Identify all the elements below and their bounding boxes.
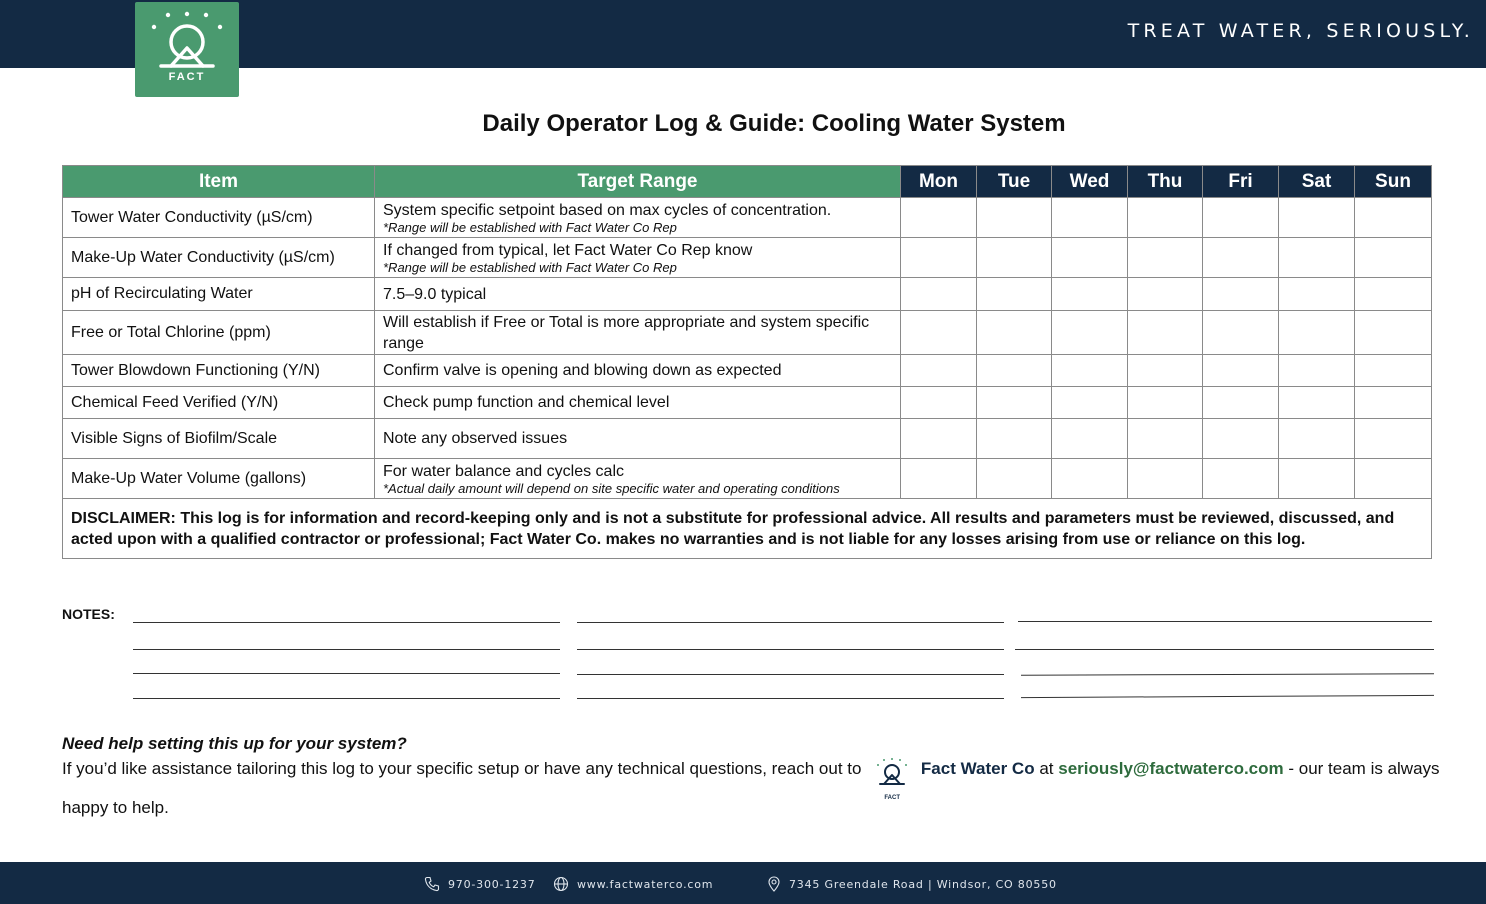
footer-website-text[interactable]: www.factwaterco.com xyxy=(577,877,714,891)
column-header-sat: Sat xyxy=(1279,166,1355,198)
day-cell[interactable] xyxy=(977,198,1052,238)
day-cell[interactable] xyxy=(1355,355,1432,387)
day-cell[interactable] xyxy=(977,278,1052,311)
day-cell[interactable] xyxy=(901,278,977,311)
day-cell[interactable] xyxy=(1279,419,1355,459)
note-line[interactable] xyxy=(577,649,1004,650)
day-cell[interactable] xyxy=(1203,198,1279,238)
day-cell[interactable] xyxy=(1128,278,1203,311)
help-text-before: If you’d like assistance tailoring this log to your specific setup or have any technical questions, reach out to xyxy=(62,759,862,778)
day-cell[interactable] xyxy=(1128,198,1203,238)
day-cell[interactable] xyxy=(977,419,1052,459)
table-row xyxy=(63,419,1432,459)
day-cell[interactable] xyxy=(1279,311,1355,355)
column-header-item: Item xyxy=(63,166,375,198)
day-cell[interactable] xyxy=(1203,278,1279,311)
location-pin-icon xyxy=(767,876,781,892)
day-cell[interactable] xyxy=(1052,198,1128,238)
day-cell[interactable] xyxy=(1203,311,1279,355)
note-line[interactable] xyxy=(1021,695,1434,698)
day-cell[interactable] xyxy=(901,238,977,278)
disclaimer-row xyxy=(63,499,1432,559)
day-cell[interactable] xyxy=(977,311,1052,355)
disclaimer: DISCLAIMER: This log is for information and record-keeping only and is not a substitute for professional advice. All results and parameters must be reviewed, discussed, and acted upon with a qualified contractor or professional; Fact Water Co. makes no warranties and is not liable for any losses arising from use or reliance on this log. xyxy=(63,499,1432,559)
footer-phone xyxy=(424,876,536,892)
day-cell[interactable] xyxy=(977,355,1052,387)
row-target-range xyxy=(375,198,901,238)
day-cell[interactable] xyxy=(1203,238,1279,278)
brand-name: Fact Water Co xyxy=(920,759,1035,778)
row-item: Free or Total Chlorine (ppm) xyxy=(63,311,375,355)
day-cell[interactable] xyxy=(1052,355,1128,387)
day-cell[interactable] xyxy=(901,419,977,459)
footer-website xyxy=(553,876,713,892)
note-line[interactable] xyxy=(1021,673,1434,675)
table-header-row xyxy=(63,166,1432,198)
row-target-range xyxy=(375,238,901,278)
day-cell[interactable] xyxy=(1052,459,1128,499)
footer-address xyxy=(767,876,1057,892)
note-line[interactable] xyxy=(133,649,560,650)
table-row xyxy=(63,387,1432,419)
day-cell[interactable] xyxy=(1279,355,1355,387)
day-cell[interactable] xyxy=(1203,419,1279,459)
note-line[interactable] xyxy=(577,698,1004,699)
day-cell[interactable] xyxy=(1203,459,1279,499)
day-cell[interactable] xyxy=(977,238,1052,278)
table-row xyxy=(63,278,1432,311)
row-item: Tower Water Conductivity (µS/cm) xyxy=(63,198,375,238)
row-item: Make-Up Water Conductivity (µS/cm) xyxy=(63,238,375,278)
day-cell[interactable] xyxy=(1355,278,1432,311)
help-text-after: - our team is always happy to help. xyxy=(62,759,1440,817)
day-cell[interactable] xyxy=(1355,198,1432,238)
note-line[interactable] xyxy=(577,674,1004,675)
row-item: Tower Blowdown Functioning (Y/N) xyxy=(63,355,375,387)
note-line[interactable] xyxy=(133,622,560,623)
logo-word: FACT xyxy=(168,71,206,83)
day-cell[interactable] xyxy=(1279,459,1355,499)
day-cell[interactable] xyxy=(901,311,977,355)
phone-icon xyxy=(424,876,440,892)
column-header-target-range: Target Range xyxy=(375,166,901,198)
day-cell[interactable] xyxy=(1355,311,1432,355)
fact-mini-logo-icon xyxy=(872,756,912,801)
notes-label: NOTES: xyxy=(62,606,115,622)
column-header-thu: Thu xyxy=(1128,166,1203,198)
row-item: Visible Signs of Biofilm/Scale xyxy=(63,419,375,459)
day-cell[interactable] xyxy=(1128,238,1203,278)
day-cell[interactable] xyxy=(1279,278,1355,311)
day-cell[interactable] xyxy=(1355,459,1432,499)
row-item: Make-Up Water Volume (gallons) xyxy=(63,459,375,499)
day-cell[interactable] xyxy=(1128,419,1203,459)
day-cell[interactable] xyxy=(1052,238,1128,278)
column-header-wed: Wed xyxy=(1052,166,1128,198)
range-text: System specific setpoint based on max cycles of concentration. xyxy=(383,202,832,219)
mini-logo-word: FACT xyxy=(884,795,901,801)
day-cell[interactable] xyxy=(1052,311,1128,355)
tagline: TREAT WATER, SERIOUSLY. xyxy=(1127,20,1474,42)
row-target-range: 7.5–9.0 typical xyxy=(375,278,901,311)
day-cell[interactable] xyxy=(1052,419,1128,459)
day-cell[interactable] xyxy=(901,459,977,499)
day-cell[interactable] xyxy=(1355,238,1432,278)
day-cell[interactable] xyxy=(1279,198,1355,238)
footer-address-text: 7345 Greendale Road | Windsor, CO 80550 xyxy=(789,877,1057,891)
fact-logo xyxy=(135,2,239,97)
table-row xyxy=(63,459,1432,499)
day-cell[interactable] xyxy=(977,387,1052,419)
day-cell[interactable] xyxy=(1128,387,1203,419)
day-cell[interactable] xyxy=(1052,278,1128,311)
day-cell[interactable] xyxy=(1052,387,1128,419)
day-cell[interactable] xyxy=(1279,238,1355,278)
note-line[interactable] xyxy=(1018,621,1432,622)
row-target-range: Will establish if Free or Total is more appropriate and system specific range xyxy=(375,311,901,355)
note-line[interactable] xyxy=(133,673,560,674)
footer-band xyxy=(0,862,1486,904)
day-cell[interactable] xyxy=(1128,355,1203,387)
day-cell[interactable] xyxy=(901,387,977,419)
range-note: *Range will be established with Fact Water Co Rep xyxy=(383,260,677,275)
range-text: If changed from typical, let Fact Water Co Rep know xyxy=(383,242,753,259)
column-header-fri: Fri xyxy=(1203,166,1279,198)
column-header-mon: Mon xyxy=(901,166,977,198)
row-item: pH of Recirculating Water xyxy=(63,278,375,311)
day-cell[interactable] xyxy=(977,459,1052,499)
range-note: *Actual daily amount will depend on site specific water and operating conditions xyxy=(383,481,840,496)
table-row xyxy=(63,355,1432,387)
row-target-range: Note any observed issues xyxy=(375,419,901,459)
page-title: Daily Operator Log & Guide: Cooling Water System xyxy=(482,110,1066,137)
day-cell[interactable] xyxy=(1355,387,1432,419)
row-target-range xyxy=(375,459,901,499)
range-text: For water balance and cycles calc xyxy=(383,463,624,480)
globe-icon xyxy=(553,876,569,892)
day-cell[interactable] xyxy=(1203,387,1279,419)
help-title: Need help setting this up for your system? xyxy=(62,734,407,753)
day-cell[interactable] xyxy=(901,198,977,238)
day-cell[interactable] xyxy=(901,355,977,387)
help-at: at xyxy=(1039,759,1054,778)
day-cell[interactable] xyxy=(1279,387,1355,419)
email-link[interactable]: seriously@factwaterco.com xyxy=(1058,759,1284,778)
table-row xyxy=(63,311,1432,355)
day-cell[interactable] xyxy=(1128,311,1203,355)
row-target-range: Confirm valve is opening and blowing down as expected xyxy=(375,355,901,387)
row-item: Chemical Feed Verified (Y/N) xyxy=(63,387,375,419)
column-header-tue: Tue xyxy=(977,166,1052,198)
help-text xyxy=(62,756,1442,820)
column-header-sun: Sun xyxy=(1355,166,1432,198)
footer-phone-text[interactable]: 970-300-1237 xyxy=(448,877,536,891)
note-line[interactable] xyxy=(577,622,1004,623)
log-table xyxy=(62,165,1432,559)
range-note: *Range will be established with Fact Water Co Rep xyxy=(383,220,677,235)
note-line[interactable] xyxy=(1015,649,1434,650)
day-cell[interactable] xyxy=(1128,459,1203,499)
table-row xyxy=(63,198,1432,238)
table-row xyxy=(63,238,1432,278)
note-line[interactable] xyxy=(133,698,560,699)
day-cell[interactable] xyxy=(1355,419,1432,459)
row-target-range: Check pump function and chemical level xyxy=(375,387,901,419)
day-cell[interactable] xyxy=(1203,355,1279,387)
